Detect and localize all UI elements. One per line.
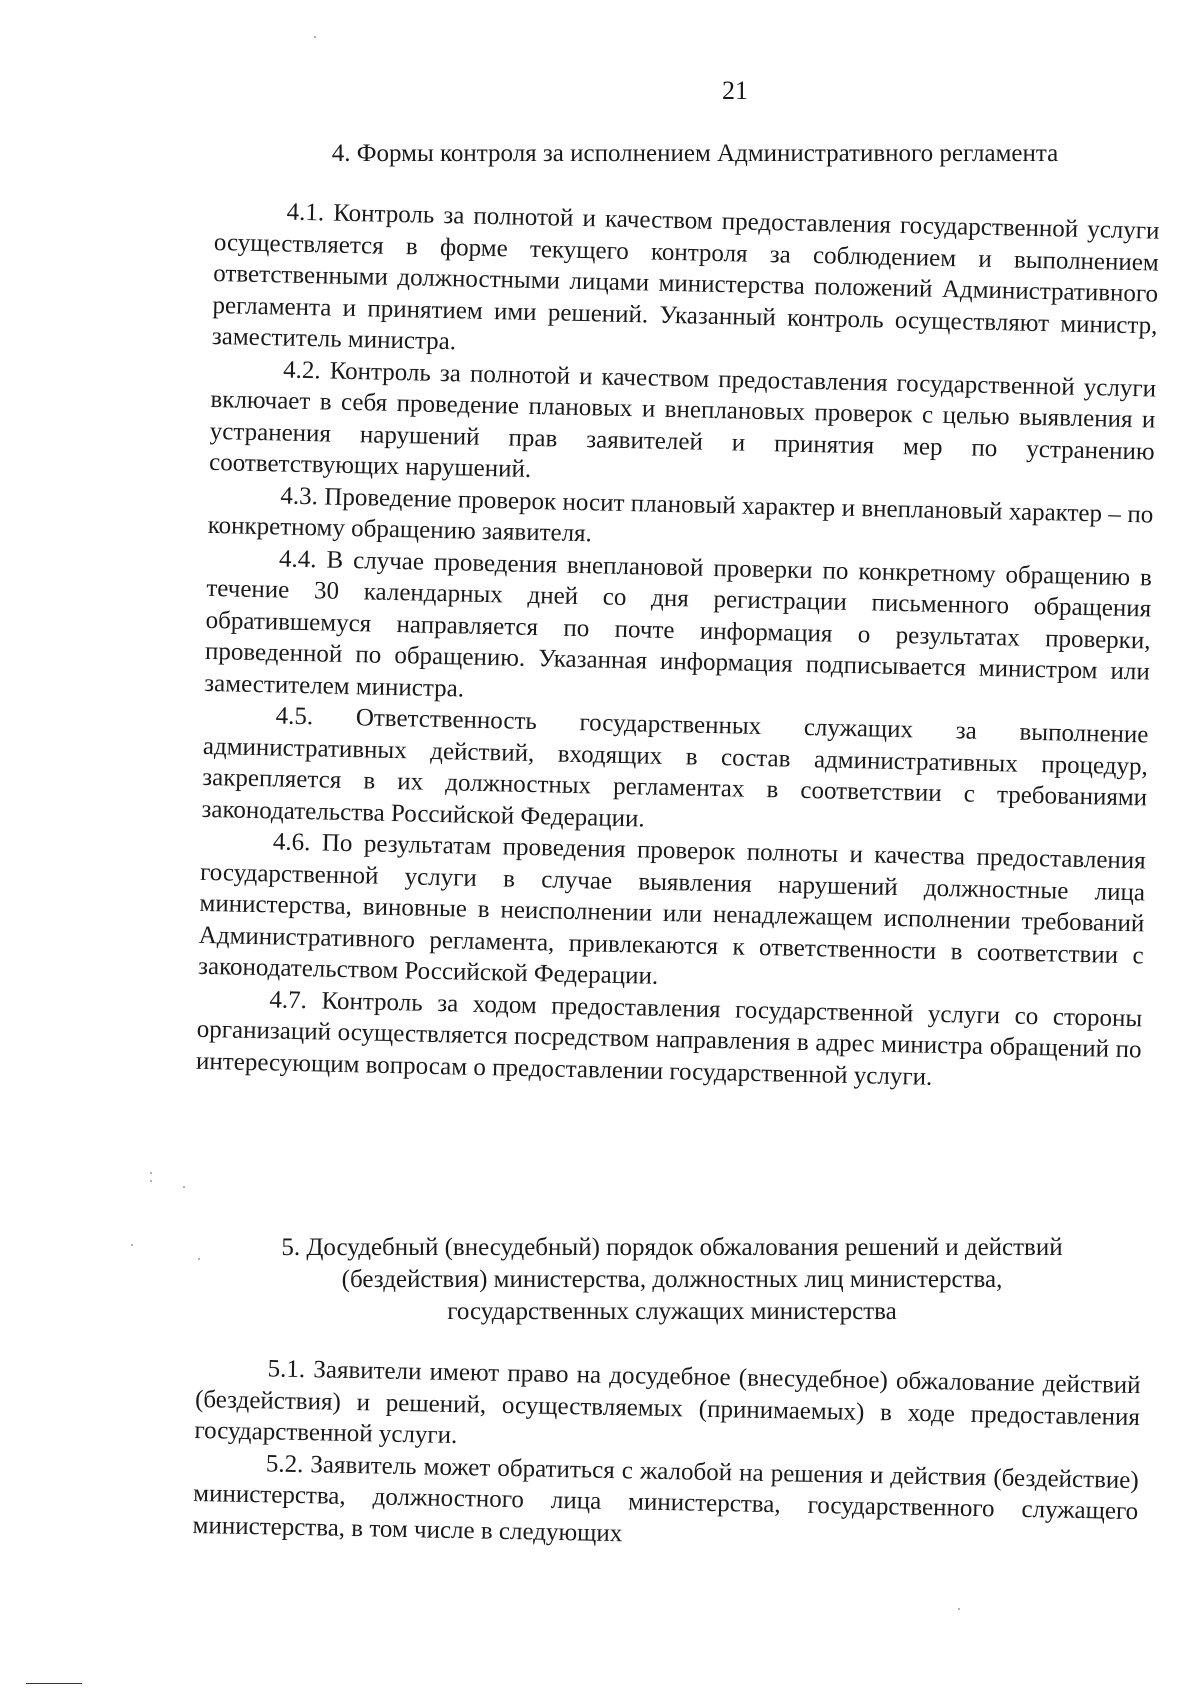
scan-speck [150, 1172, 152, 1174]
paragraph-4-3: 4.3. Проведение проверок носит плановый характер и внеплановый характер – по конкретному обращению заявителя. [207, 482, 1154, 548]
page-number: 21 [722, 76, 748, 105]
margin-line-mark [26, 1683, 82, 1684]
section-5-body [192, 1352, 1140, 1559]
paragraph-5-1: 5.1. Заявители имеют право на досудебное (внесудебное) обжалование действий (бездействия) и решений, осуществляемых (принимаемых) в ходе предоставления государственной услуги. [194, 1355, 1141, 1450]
paragraph-5-2: 5.2. Заявитель может обратиться с жалобой на решения и действия (бездействие) министерства, должностного лица министерства, государственного служащего министерства, в том числе в следующих [192, 1449, 1139, 1547]
section-5-heading [222, 1232, 1122, 1328]
paragraph-4-2: 4.2. Контроль за полнотой и качеством предоставления государственной услуги включает в себя проведение плановых и внеплановых проверок с целью выявления и устранения нарушений прав заявителей и принятия мер по устранению соответствующих нарушений. [208, 356, 1157, 483]
paragraph-4-6: 4.6. По результатам проведения проверок полноты и качества предоставления государственной услуги в случае выявления нарушений должностные лица министерства, виновные в неисполнении или ненадлежащем исполнении требований Административного регламента, привлекаются к ответственности в соответствии с законодательством Российской Федерации. [197, 828, 1146, 990]
scan-speck [131, 1244, 133, 1246]
section-5-heading-line: (бездействия) министерства, должностных лиц министерства, [341, 1266, 1003, 1293]
scan-speck [958, 1608, 960, 1610]
paragraph-4-5: 4.5. Ответственность государственных служащих за выполнение административных действий, входящих в состав административных процедур, закрепляется в их должностных регламентах в соответствии с требованиями законодательства Российской Федерации. [201, 702, 1149, 833]
section-5-heading-line: государственных служащих министерства [447, 1298, 897, 1325]
section-4-body [196, 195, 1160, 1097]
section-5-heading-line: 5. Досудебный (внесудебный) порядок обжалования решений и действий [281, 1234, 1063, 1261]
scan-speck [198, 1258, 200, 1260]
scan-speck [314, 36, 316, 38]
paragraph-4-1: 4.1. Контроль за полнотой и качеством предоставления государственной услуги осуществляется в форме текущего контроля за соблюдением и выполнением ответственными должностными лицами министерства положений Административного регламента и принятием ими решений. Указанный контроль осуществляют министр, заместитель министра. [211, 198, 1160, 356]
scan-speck [183, 1186, 185, 1188]
section-4-heading: 4. Формы контроля за исполнением Административного регламента [331, 140, 1059, 167]
paragraph-4-4: 4.4. В случае проведения внеплановой проверки по конкретному обращению в течение 30 календарных дней со дня регистрации письменного обращения обратившемуся направляется по почте информация о результатах проверки, проведенной по обращению. Указанная информация подписывается министром или заместителем министра. [204, 544, 1153, 703]
paragraph-4-7: 4.7. Контроль за ходом предоставления государственной услуги со стороны организаций осуществляется посредством направления в адрес министра обращений по интересующим вопросам о предоставлении государственной услуги. [195, 985, 1143, 1091]
scan-speck [150, 1180, 152, 1182]
